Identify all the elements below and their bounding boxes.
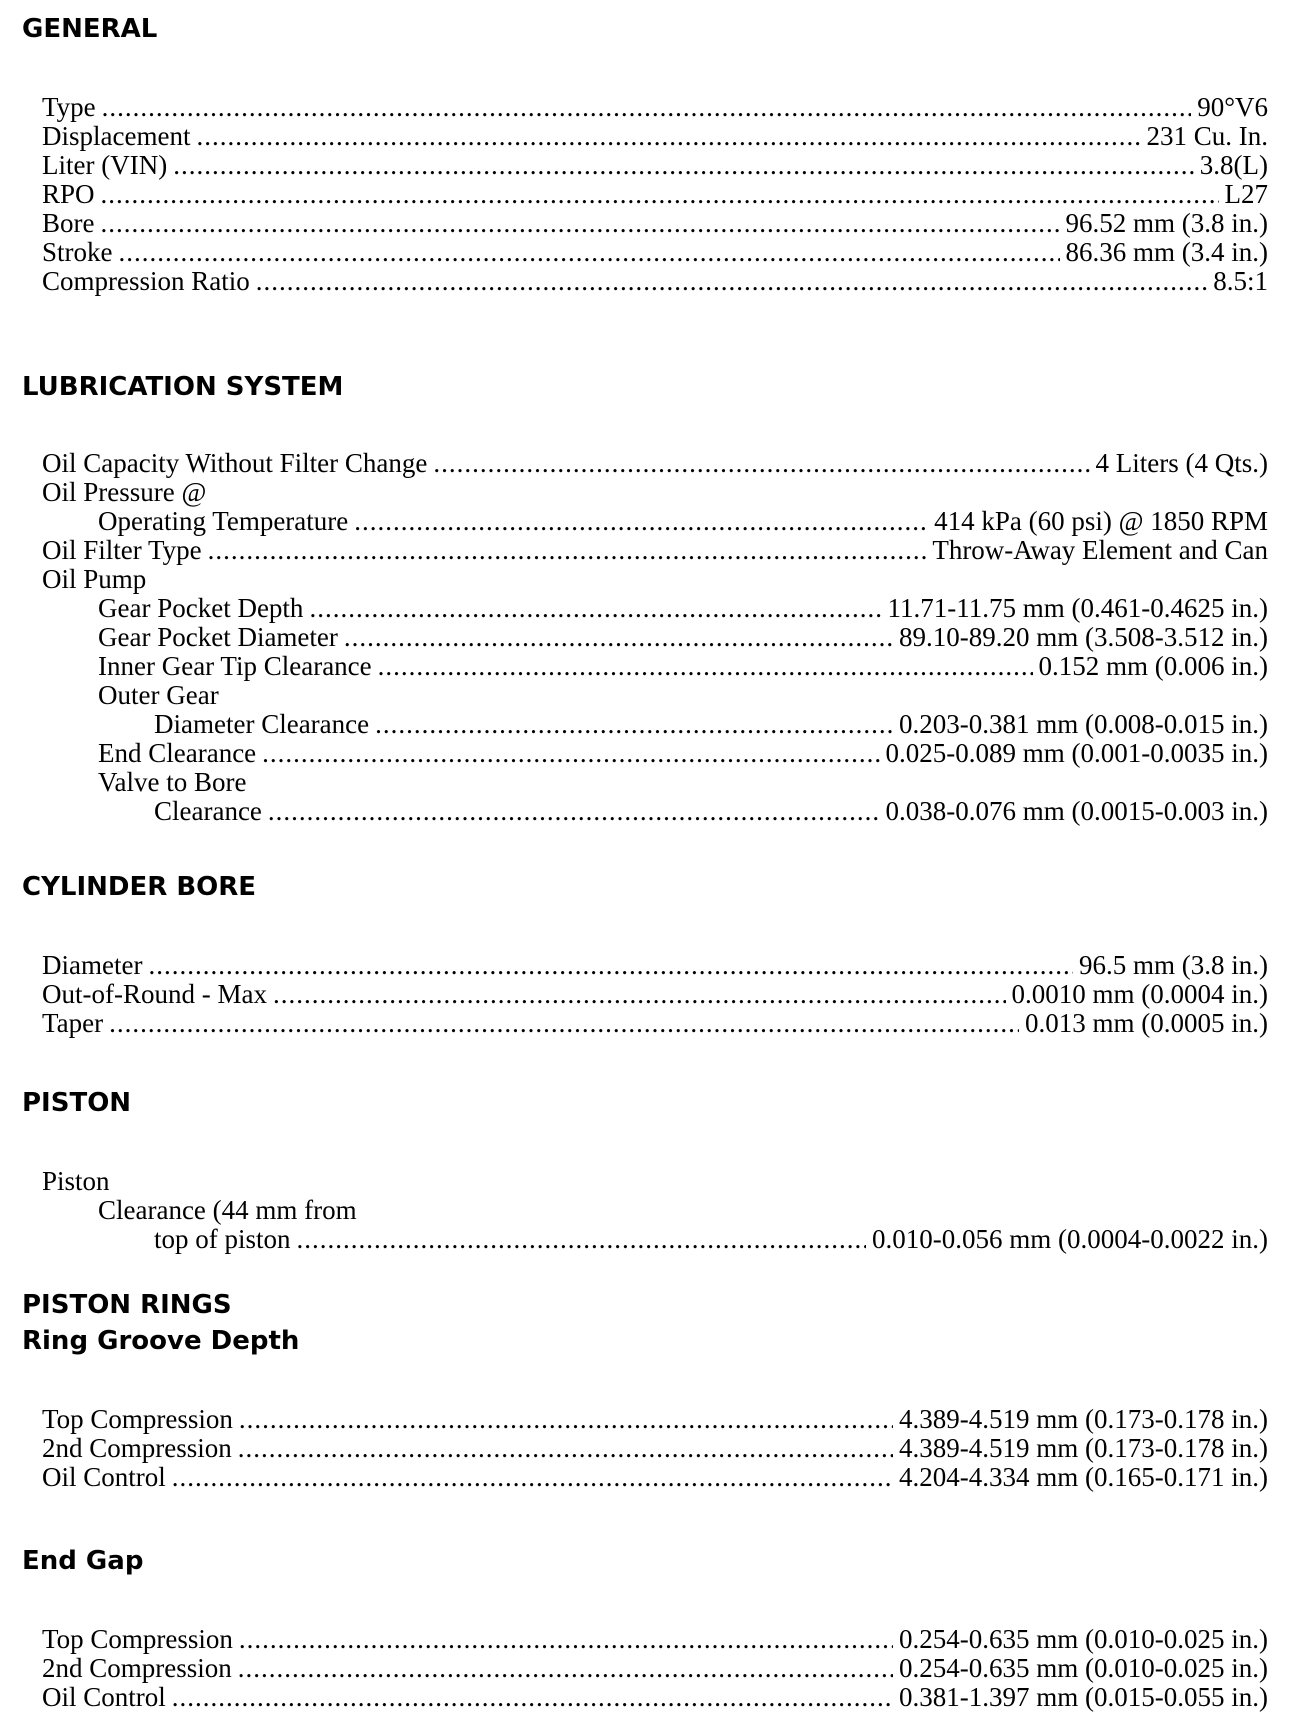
dot-leader: [172, 1682, 893, 1712]
spec-label: top of piston: [154, 1224, 291, 1254]
dot-leader: [344, 622, 893, 652]
spec-value: 0.381-1.397 mm (0.015-0.055 in.): [899, 1682, 1268, 1712]
spec-value: 414 kPa (60 psi) @ 1850 RPM: [934, 506, 1268, 536]
spec-value: 8.5:1: [1213, 266, 1268, 296]
spec-label: Out-of-Round - Max: [42, 979, 267, 1009]
dot-leader: [309, 593, 881, 623]
dot-leader: [173, 150, 1194, 180]
spec-group-label: Oil Pressure @: [42, 477, 207, 507]
dot-leader: [378, 651, 1033, 681]
spec-label: Oil Filter Type: [42, 535, 202, 565]
spec-row: [42, 1462, 1268, 1492]
spec-value: 11.71-11.75 mm (0.461-0.4625 in.): [887, 593, 1268, 623]
spec-label: Operating Temperature: [98, 506, 349, 536]
spec-label: End Clearance: [98, 738, 257, 768]
spec-row: [42, 121, 1268, 151]
spec-row: [42, 179, 1268, 209]
dot-leader: [239, 1624, 893, 1654]
spec-value: 96.5 mm (3.8 in.): [1079, 950, 1268, 980]
spec-row: [98, 593, 1268, 623]
spec-value: 96.52 mm (3.8 in.): [1065, 208, 1268, 238]
section-heading-general: GENERAL: [22, 14, 158, 44]
spec-label: Displacement: [42, 121, 191, 151]
spec-value: 86.36 mm (3.4 in.): [1065, 237, 1268, 267]
spec-row: [98, 651, 1268, 681]
spec-group-label: Piston: [42, 1166, 110, 1196]
spec-label: Type: [42, 92, 96, 122]
dot-leader: [238, 1433, 893, 1463]
dot-leader: [196, 121, 1140, 151]
spec-label: Clearance: [154, 796, 262, 826]
spec-value: 4.389-4.519 mm (0.173-0.178 in.): [899, 1433, 1268, 1463]
spec-value: 90°V6: [1197, 92, 1268, 122]
spec-label: 2nd Compression: [42, 1653, 232, 1683]
spec-value: 4 Liters (4 Qts.): [1095, 448, 1268, 478]
spec-row: [98, 506, 1268, 536]
dot-leader: [148, 950, 1073, 980]
dot-leader: [100, 208, 1059, 238]
spec-row: [42, 979, 1268, 1009]
spec-value: 0.025-0.089 mm (0.001-0.0035 in.): [885, 738, 1268, 768]
subsection-heading-ring-groove-depth: Ring Groove Depth: [22, 1326, 300, 1356]
section-heading-cylinder-bore: CYLINDER BORE: [22, 872, 257, 902]
spec-label: Inner Gear Tip Clearance: [98, 651, 372, 681]
dot-leader: [238, 1653, 893, 1683]
spec-value: 0.013 mm (0.0005 in.): [1025, 1008, 1268, 1038]
spec-value: 0.203-0.381 mm (0.008-0.015 in.): [899, 709, 1268, 739]
spec-row: [42, 1404, 1268, 1434]
spec-value: 0.010-0.056 mm (0.0004-0.0022 in.): [872, 1224, 1268, 1254]
spec-label: Stroke: [42, 237, 113, 267]
spec-label: Oil Capacity Without Filter Change: [42, 448, 428, 478]
spec-label: RPO: [42, 179, 95, 209]
spec-label: Oil Control: [42, 1462, 166, 1492]
spec-row: [42, 1624, 1268, 1654]
spec-row: [154, 1224, 1268, 1254]
spec-row: [154, 709, 1268, 739]
spec-value: 0.254-0.635 mm (0.010-0.025 in.): [899, 1653, 1268, 1683]
dot-leader: [354, 506, 928, 536]
spec-row: [42, 1682, 1268, 1712]
spec-value: 89.10-89.20 mm (3.508-3.512 in.): [899, 622, 1268, 652]
spec-row: [42, 1008, 1268, 1038]
dot-leader: [262, 738, 879, 768]
spec-label: Diameter Clearance: [154, 709, 370, 739]
section-heading-piston: PISTON: [22, 1088, 132, 1118]
subsection-heading-end-gap: End Gap: [22, 1546, 144, 1576]
dot-leader: [256, 266, 1207, 296]
spec-label: 2nd Compression: [42, 1433, 232, 1463]
spec-value: 4.389-4.519 mm (0.173-0.178 in.): [899, 1404, 1268, 1434]
dot-leader: [239, 1404, 893, 1434]
spec-row: [98, 738, 1268, 768]
spec-label: Bore: [42, 208, 95, 238]
dot-leader: [109, 1008, 1019, 1038]
spec-value: 0.254-0.635 mm (0.010-0.025 in.): [899, 1624, 1268, 1654]
dot-leader: [273, 979, 1006, 1009]
dot-leader: [297, 1224, 867, 1254]
spec-group-label: Valve to Bore: [98, 767, 247, 797]
dot-leader: [208, 535, 927, 565]
spec-row: [42, 535, 1268, 565]
dot-leader: [268, 796, 880, 826]
dot-leader: [172, 1462, 893, 1492]
spec-row: [42, 1433, 1268, 1463]
spec-label: Gear Pocket Depth: [98, 593, 304, 623]
spec-label: Liter (VIN): [42, 150, 168, 180]
spec-label: Taper: [42, 1008, 104, 1038]
spec-group-label: Oil Pump: [42, 564, 147, 594]
spec-label: Diameter: [42, 950, 143, 980]
spec-row: [42, 150, 1268, 180]
spec-value: 4.204-4.334 mm (0.165-0.171 in.): [899, 1462, 1268, 1492]
spec-value: L27: [1224, 179, 1268, 209]
spec-label: Oil Control: [42, 1682, 166, 1712]
spec-row: [42, 950, 1268, 980]
section-heading-piston-rings: PISTON RINGS: [22, 1290, 232, 1320]
spec-label: Compression Ratio: [42, 266, 250, 296]
spec-row: [42, 448, 1268, 478]
section-heading-lubrication: LUBRICATION SYSTEM: [22, 372, 344, 402]
dot-leader: [119, 237, 1060, 267]
spec-row: [42, 237, 1268, 267]
spec-row: [42, 92, 1268, 122]
dot-leader: [433, 448, 1089, 478]
spec-label: Gear Pocket Diameter: [98, 622, 338, 652]
dot-leader: [102, 92, 1192, 122]
dot-leader: [375, 709, 893, 739]
spec-label: Top Compression: [42, 1404, 233, 1434]
spec-value: 3.8(L): [1199, 150, 1268, 180]
spec-row: [42, 208, 1268, 238]
spec-row: [42, 1653, 1268, 1683]
spec-row: [98, 622, 1268, 652]
spec-value: 231 Cu. In.: [1146, 121, 1268, 151]
spec-row: [42, 266, 1268, 296]
dot-leader: [101, 179, 1219, 209]
spec-label: Top Compression: [42, 1624, 233, 1654]
spec-row: [154, 796, 1268, 826]
spec-value: 0.0010 mm (0.0004 in.): [1011, 979, 1268, 1009]
spec-group-label: Clearance (44 mm from: [98, 1195, 357, 1225]
spec-value: 0.038-0.076 mm (0.0015-0.003 in.): [885, 796, 1268, 826]
spec-group-label: Outer Gear: [98, 680, 219, 710]
spec-value: 0.152 mm (0.006 in.): [1038, 651, 1268, 681]
spec-value: Throw-Away Element and Can: [932, 535, 1268, 565]
